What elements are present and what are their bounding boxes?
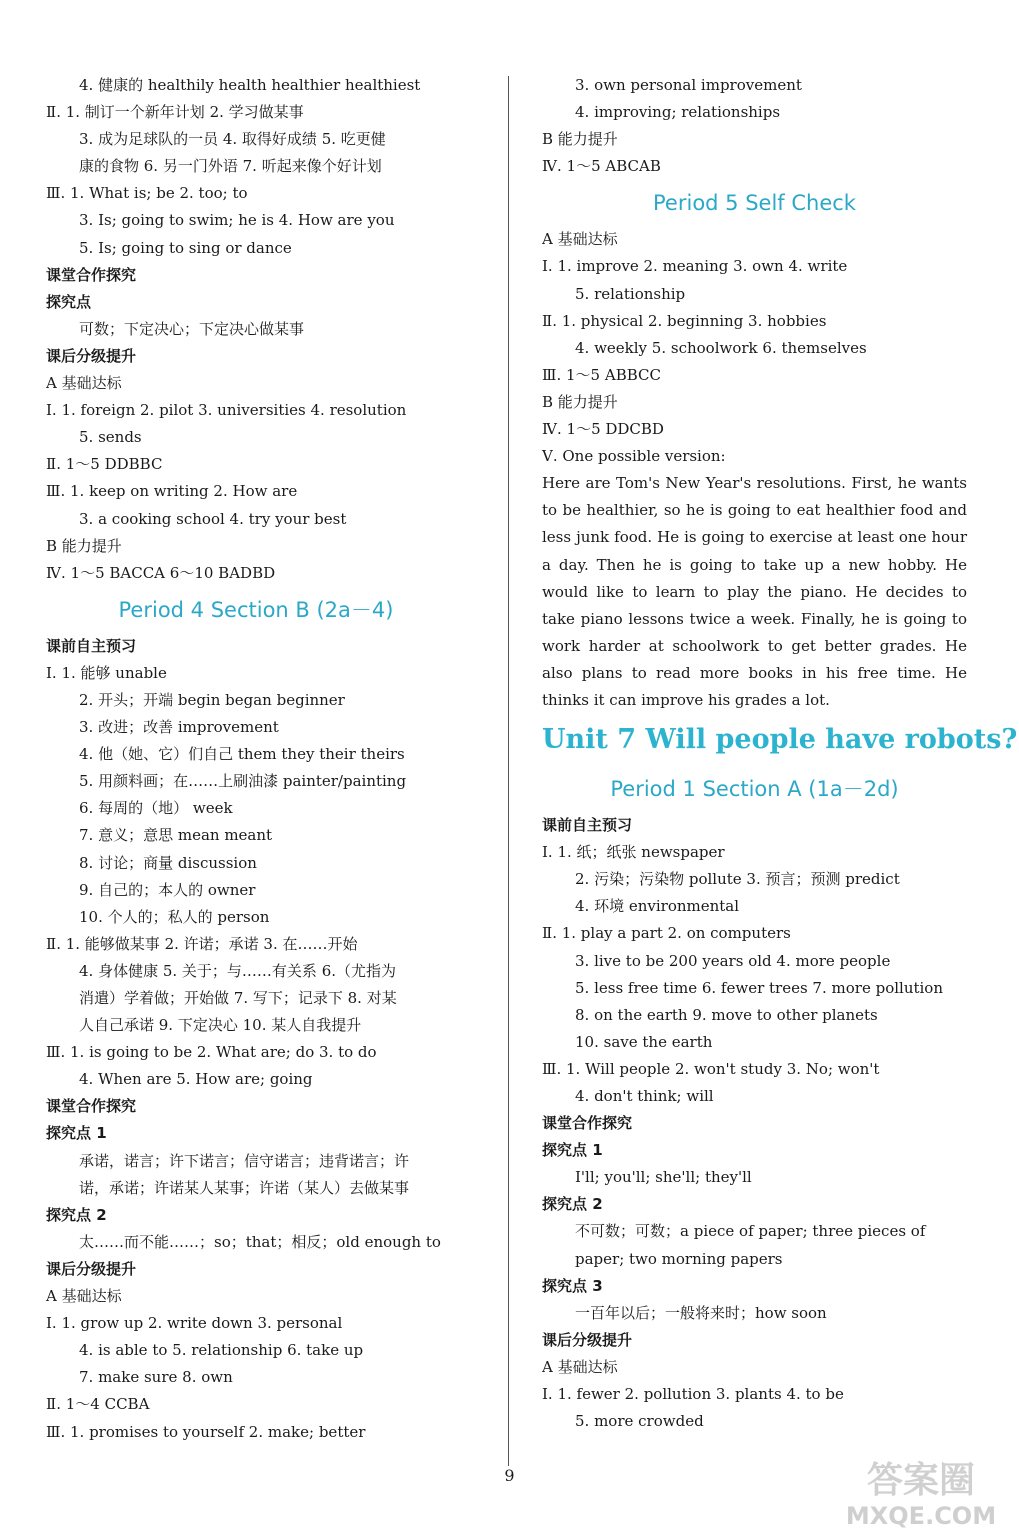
answer-line: Ⅰ. 1. grow up 2. write down 3. personal (46, 1314, 343, 1333)
answer-line: Ⅱ. 1. 能够做某事 2. 许诺；承诺 3. 在……开始 (46, 934, 358, 953)
answer-line: 5. less free time 6. fewer trees 7. more pollution (575, 978, 943, 997)
period-heading: Period 5 Self Check (653, 191, 856, 216)
answer-line: 4. When are 5. How are; going (79, 1070, 313, 1089)
answer-line: 康的食物 6. 另一门外语 7. 听起来像个好计划 (79, 157, 382, 176)
answer-line: 可数；下定决心；下定决心做某事 (79, 319, 305, 338)
answer-line: 5. 用颜料画；在……上刷油漆 painter/painting (79, 772, 407, 791)
answer-line: 7. make sure 8. own (79, 1368, 233, 1387)
period-heading: Period 1 Section A (1a－2d) (610, 777, 899, 802)
answer-line: Ⅰ. 1. improve 2. meaning 3. own 4. write (542, 257, 848, 276)
answer-line: 2. 开头；开端 begin began beginner (79, 690, 345, 709)
section-heading: 课后分级提升 (46, 346, 137, 365)
answer-line: Ⅱ. 1～5 DDBBC (46, 455, 163, 474)
answer-line: 10. save the earth (575, 1032, 713, 1051)
answer-line: 10. 个人的；私人的 person (79, 907, 270, 926)
answer-line: A 基础达标 (46, 1287, 122, 1306)
answer-line: Ⅲ. 1. What is; be 2. too; to (46, 184, 248, 203)
watermark-bottom-text: MXQE.COM (845, 1502, 997, 1530)
answer-line: 4. is able to 5. relationship 6. take up (79, 1341, 364, 1360)
section-heading: 课堂合作探究 (542, 1114, 633, 1133)
unit-heading: Unit 7 Will people have robots? (542, 724, 1018, 756)
answer-line: Ⅰ. 1. 纸；纸张 newspaper (542, 843, 725, 862)
answer-line: Ⅴ. One possible version: (542, 447, 726, 466)
column-divider (508, 76, 509, 1466)
answer-line: Ⅱ. 1～4 CCBA (46, 1395, 150, 1414)
answer-line: 3. 改进；改善 improvement (79, 718, 279, 737)
answer-line: B 能力提升 (46, 536, 122, 555)
sample-essay: Here are Tom's New Year's resolutions. First, he wants to be healthier, so he is going to eat healthier food and less junk food. He is going to exercise at least one hour a day. Then he is going to take up a new hobby. He would like to learn to play the piano. He decides to take piano lessons twice a week. Finally, he is going to work harder at schoolwork to get better grades. He also plans to read more books in his free time. He thinks it can improve his grades a lot. (542, 474, 967, 709)
answer-line: paper; two morning papers (575, 1249, 783, 1268)
section-heading: 探究点 2 (46, 1205, 107, 1224)
answer-line: 人自己承诺 9. 下定决心 10. 某人自我提升 (79, 1016, 362, 1035)
section-heading: 课前自主预习 (46, 636, 137, 655)
answer-line: 5. Is; going to sing or dance (79, 238, 292, 257)
answer-line: 3. live to be 200 years old 4. more people (575, 951, 891, 970)
page-number: 9 (504, 1466, 515, 1485)
answer-line: 2. 污染；污染物 pollute 3. 预言；预测 predict (575, 870, 900, 889)
answer-line: 不可数；可数；a piece of paper; three pieces of (575, 1222, 926, 1241)
section-heading: 课堂合作探究 (46, 1097, 137, 1116)
answer-line: Ⅲ. 1～5 ABBCC (542, 365, 661, 384)
answer-line: 4. 身体健康 5. 关于；与……有关系 6.（尤指为 (79, 961, 397, 980)
answer-line: Ⅱ. 1. play a part 2. on computers (542, 924, 791, 943)
answer-line: Ⅱ. 1. 制订一个新年计划 2. 学习做某事 (46, 103, 304, 122)
answer-line: Ⅱ. 1. physical 2. beginning 3. hobbies (542, 311, 827, 330)
answer-line: 4. 健康的 healthily health healthier healthiest (79, 76, 421, 94)
section-heading: 探究点 (46, 292, 92, 311)
answer-line: Ⅳ. 1～5 DDCBD (542, 420, 664, 439)
answer-line: A 基础达标 (46, 374, 122, 393)
answer-line: 7. 意义；意思 mean meant (79, 826, 273, 845)
answer-line: 5. sends (79, 428, 142, 447)
answer-line: 一百年以后；一般将来时；how soon (575, 1303, 827, 1322)
answer-line: 消遣）学着做；开始做 7. 写下；记录下 8. 对某 (79, 989, 397, 1007)
answer-line: 3. Is; going to swim; he is 4. How are you (79, 211, 395, 230)
answer-line: 3. a cooking school 4. try your best (79, 509, 347, 528)
section-heading: 探究点 1 (542, 1141, 603, 1160)
section-heading: 探究点 1 (46, 1124, 107, 1143)
section-heading: 课堂合作探究 (46, 265, 137, 284)
answer-line: 4. improving; relationships (575, 103, 781, 122)
answer-line: Ⅲ. 1. is going to be 2. What are; do 3. to do (46, 1043, 377, 1062)
answer-line: Ⅰ. 1. foreign 2. pilot 3. universities 4. resolution (46, 401, 407, 420)
answer-line: Ⅲ. 1. keep on writing 2. How are (46, 482, 298, 501)
answer-line: 8. 讨论；商量 discussion (79, 853, 257, 872)
period-heading: Period 4 Section B (2a－4) (118, 597, 394, 622)
right-column (542, 72, 1018, 1435)
answer-line: B 能力提升 (542, 130, 618, 149)
answer-line: 4. 他（她、它）们自己 them they their theirs (79, 745, 405, 764)
answer-line: 太……而不能……；so；that；相反；old enough to (79, 1232, 441, 1251)
section-heading: 课前自主预习 (542, 816, 633, 835)
answer-line: Ⅳ. 1～5 ABCAB (542, 157, 661, 176)
answer-line: 诺，承诺；许诺某人某事；许诺（某人）去做某事 (79, 1178, 410, 1197)
answer-line: 5. more crowded (575, 1412, 704, 1431)
answer-line: I'll; you'll; she'll; they'll (575, 1168, 752, 1187)
answer-line: Ⅰ. 1. fewer 2. pollution 3. plants 4. to be (542, 1385, 844, 1404)
section-heading: 探究点 2 (542, 1195, 603, 1214)
answer-line: 4. 环境 environmental (575, 897, 740, 916)
answer-line: A 基础达标 (542, 230, 618, 249)
answer-line: 5. relationship (575, 284, 686, 303)
answer-line: Ⅰ. 1. 能够 unable (46, 663, 167, 682)
watermark-logo (811, 1452, 1011, 1532)
answer-line: 4. weekly 5. schoolwork 6. themselves (575, 338, 867, 357)
answer-line: Ⅲ. 1. Will people 2. won't study 3. No; won't (542, 1059, 880, 1078)
answer-line: A 基础达标 (542, 1357, 618, 1376)
watermark-top-text: 答案圈 (866, 1460, 976, 1501)
section-heading: 探究点 3 (542, 1276, 603, 1295)
answer-line: 9. 自己的；本人的 owner (79, 880, 256, 899)
answer-line: 3. own personal improvement (575, 76, 802, 94)
answer-line: B 能力提升 (542, 392, 618, 411)
section-heading: 课后分级提升 (46, 1259, 137, 1278)
answer-line: 8. on the earth 9. move to other planets (575, 1005, 878, 1024)
answer-line: Ⅳ. 1～5 BACCA 6～10 BADBD (46, 563, 276, 582)
answer-line: 6. 每周的（地） week (79, 799, 233, 818)
answer-line: 4. don't think; will (575, 1087, 714, 1105)
answer-line: 3. 成为足球队的一员 4. 取得好成绩 5. 吃更健 (79, 130, 386, 149)
answer-line: Ⅲ. 1. promises to yourself 2. make; better (46, 1422, 366, 1441)
section-heading: 课后分级提升 (542, 1330, 633, 1349)
left-column (46, 72, 466, 1446)
answer-line: 承诺，诺言；许下诺言；信守诺言；违背诺言；许 (79, 1151, 410, 1170)
